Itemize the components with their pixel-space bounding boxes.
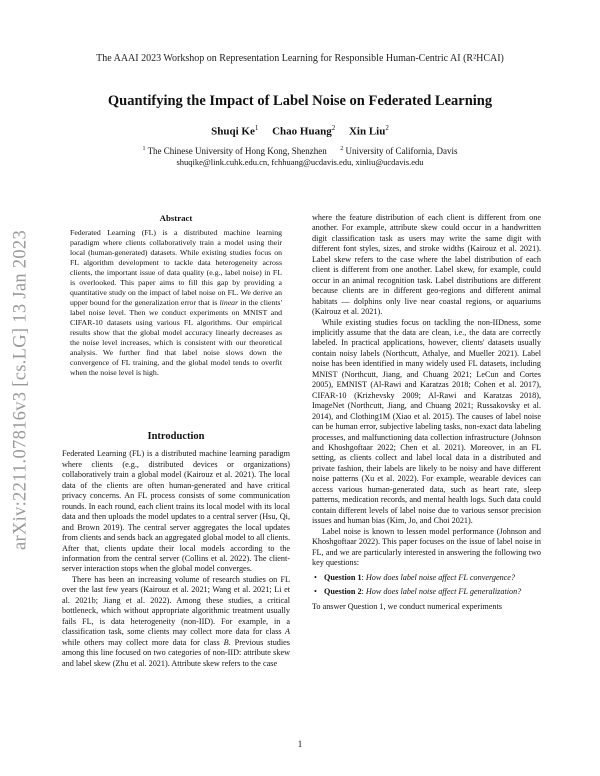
introduction-heading: Introduction — [147, 431, 205, 442]
paragraph: To answer Question 1, we conduct numerical experiments — [312, 602, 502, 612]
right-column — [312, 213, 541, 613]
affiliation: The Chinese University of Hong Kong, Shenzhen — [147, 146, 327, 156]
author-affiliation-mark: 2 — [331, 124, 336, 132]
paper-title: Quantifying the Impact of Label Noise on Federated Learning — [107, 93, 493, 109]
author-name: Xin Liu — [348, 125, 386, 138]
emphasis: linear — [219, 298, 239, 308]
arxiv-stamp — [6, 200, 36, 580]
author-affiliation-mark: 1 — [254, 124, 259, 132]
workshop-header: The AAAI 2023 Workshop on Representation Learning for Responsible Human-Centric AI (R²HCAI) — [96, 53, 504, 64]
abstract-heading: Abstract — [159, 213, 193, 223]
author-affiliation-mark: 2 — [385, 124, 389, 132]
class-symbol: A — [284, 627, 290, 637]
abstract-text: Federated Learning (FL) is a distributed machine learning paradigm where clients collaboratively train a model using their local (human-generated) datasets. While existing studies focus on FL algorithm development to tackle data heterogeneity across clients, the important issue of data quality (e.g., label noise) in FL is overlooked. This paper aims to fill this gap by providing a quantitative study on the impact of label noise on FL. We derive an upper bound for the generalization error that is linear in the clients' label noise level. Then we conduct experiments on MNIST and CIFAR-10 datasets using various FL algorithms. Our empirical results show that the global model accuracy linearly decreases as the noise level increases, which is consistent with our theoretical analysis. We further find that label noise slows down the convergence of FL training, and the global model tends to overfit when the noise level is high. — [70, 228, 282, 378]
bullet: • — [314, 586, 317, 596]
question-label: Question 2 — [324, 586, 362, 596]
affiliation-mark: 1 — [142, 146, 146, 152]
class-symbol: B — [223, 637, 229, 647]
paragraph: Label noise is known to lessen model performance (Johnson and Khoshgoftaar 2022). This paper focuses on the issue of label noise in FL, and we are particularly interested in answering the following two key questions: — [312, 526, 541, 567]
author-emails: shuqike@link.cuhk.edu.cn, fchhuang@ucdavis.edu, xinliu@ucdavis.edu — [176, 157, 424, 167]
introduction-section — [62, 432, 290, 669]
paragraph: where the feature distribution of each client is different from one another. For example, attribute skew could occur in a handwritten digit classification task as users may write the same digit with different font styles, sizes, and stroke widths (Kairouz et al. 2021). Label skew refers to the case where the label distribution of each client is different from one another. Label skew, for example, could occur in an animal recognition task. Label distributions are different because clients are in different geo-regions and different animal habitats — dolphins only live near coastal regions, or aquariums (Kairouz et al. 2021). — [312, 213, 541, 317]
page-number: 1 — [297, 739, 303, 749]
paragraph: While existing studies focus on tackling the non-IIDness, some implicitly assume that the data are clean, i.e., the data are correctly labeled. In practical applications, however, clients' datasets usually contain noisy labels (Northcutt, Athalye, and Mueller 2021). Label noise has been identified in many widely used FL datasets, including MNIST (Northcutt, Jiang, and Chuang 2021; LeCun and Cortes 2005), EMNIST (Al-Rawi and Karatzas 2018; Cohen et al. 2017), CIFAR-10 (Krizhevsky 2009; Al-Rawi and Karatzas 2018), ImageNet (Northcutt, Jiang, and Chuang 2021; Russakovsky et al. 2014), and Clothing1M (Xiao et al. 2015). The causes of label noise can be human error, subjective labeling tasks, non-exact data labeling processes, and malfunctioning data collection infrastructure (Johnson and Khoshgoftaar 2022; Chen et al. 2021). Moreover, in an FL setting, as clients collect and label local data in a distributed and private fashion, their labels are likely to be noisy and have different noise patterns (Xu et al. 2022). For example, wearable devices can access various human-generated data, such as heart rate, sleep patterns, medication records, and mental health logs. Such data could contain different levels of label noise due to various sensor precision issues and human bias (Kim, Jo, and Choi 2021). — [312, 317, 541, 526]
question-label: Question 1 — [324, 573, 362, 583]
paragraph: There has been an increasing volume of research studies on FL over the last few years (Kairouz et al. 2021; Wang et al. 2021; Li et al. 2021b; Jiang et al. 2022). Among these studies, a critical bottleneck, which without appropriate algorithmic treatment usually fails FL, is data heterogeneity (non-IID). For example, in a classification task, some clients may collect more data for class A while others may collect more data for class B. Previous studies among this line focused on two categories of non-IID: attribute skew and label skew (Zhu et al. 2021). Attribute skew refers to the case — [62, 574, 290, 668]
author-name: Chao Huang — [272, 125, 332, 138]
question-text: How does label noise affect FL generalization? — [365, 586, 522, 596]
question-list — [312, 573, 541, 597]
question-item: • Question 1: How does label noise affect FL convergence? — [314, 573, 516, 583]
affiliations — [0, 146, 600, 156]
arxiv-identifier: arXiv:2211.07816v3 [cs.LG] 13 Jan 2023 — [10, 229, 31, 551]
affiliation-mark: 2 — [340, 146, 344, 152]
author-list — [0, 124, 600, 138]
question-text: How does label noise affect FL convergence? — [365, 573, 516, 583]
abstract-section — [62, 213, 290, 378]
paragraph: Federated Learning (FL) is a distributed machine learning paradigm where clients (e.g., distributed devices or organizations) collaboratively train a global model (Kairouz et al. 2021). The local data of the clients are often human-generated and have critical privacy concerns. An FL process consists of some communication rounds. In each round, each client trains its local model with its local data and then uploads the model updates to a central server (Hsu, Qi, and Brown 2019). The central server aggregates the local updates from clients and sends back an aggregated global model to all clients. After that, clients update their local models according to the information from the central server (Collins et al. 2022). The client-server interaction stops when the global model converges. — [62, 449, 290, 574]
affiliation: University of California, Davis — [345, 146, 458, 156]
author-name: Shuqi Ke — [211, 125, 255, 138]
question-item: • Question 2: How does label noise affect FL generalization? — [314, 586, 522, 596]
bullet: • — [314, 573, 317, 583]
